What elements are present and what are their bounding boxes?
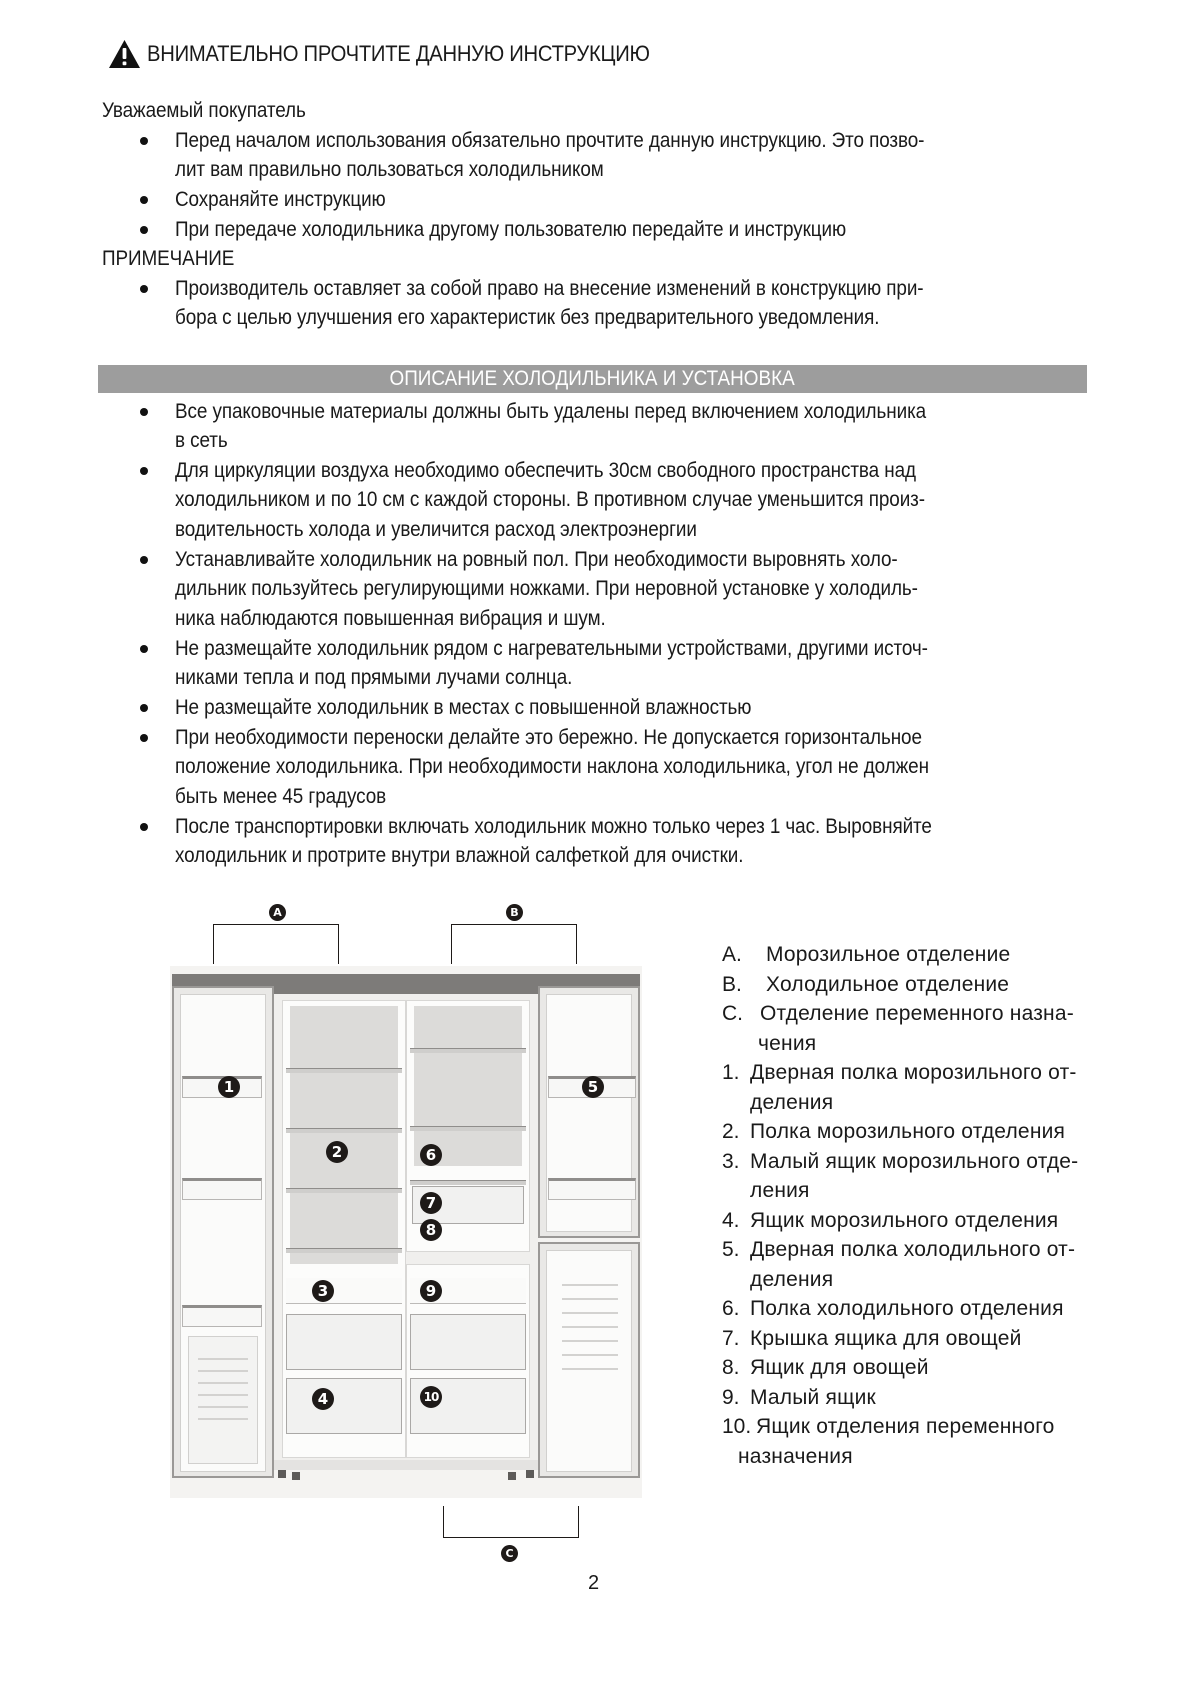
legend-marker: 10. <box>722 1415 752 1438</box>
bullet-marker <box>140 467 148 475</box>
freezer-door-shelf <box>182 1305 262 1327</box>
legend-marker: 7. <box>722 1327 740 1350</box>
callout-8: 8 <box>420 1219 442 1241</box>
warning-triangle-icon <box>108 39 141 69</box>
bullet-marker <box>140 556 148 564</box>
list-item-line: дильник пользуйтесь регулирующими ножками. При неровной установке у холодиль- <box>175 577 918 600</box>
list-item-line: При необходимости переноски делайте это бережно. Не допускается горизонтальное <box>175 726 922 749</box>
freezer-drawer <box>286 1378 402 1434</box>
fridge-door <box>538 986 640 1238</box>
note-heading: ПРИМЕЧАНИЕ <box>102 247 235 270</box>
fridge-image <box>170 966 642 1498</box>
page-number: 2 <box>588 1572 600 1594</box>
freezer-small-drawer <box>286 1278 402 1304</box>
zone-bracket-c <box>443 1506 579 1538</box>
legend-marker: B. <box>722 973 742 996</box>
fridge-shelf <box>410 1126 526 1131</box>
legend-item: Малый ящик морозильного отде- <box>750 1150 1079 1173</box>
legend-item: Полка холодильного отделения <box>750 1297 1064 1320</box>
legend-marker: 8. <box>722 1356 740 1379</box>
list-item-line: положение холодильника. При необходимости наклона холодильника, угол не должен <box>175 755 929 778</box>
list-item-line: Производитель оставляет за собой право на внесение изменений в конструкцию при- <box>175 277 924 300</box>
bullet-marker <box>140 285 148 293</box>
freezer-drawer <box>286 1314 402 1370</box>
legend-item: Ящик для овощей <box>750 1356 929 1379</box>
legend-marker: 2. <box>722 1120 740 1143</box>
legend-item: деления <box>750 1268 834 1291</box>
bullet-marker <box>140 704 148 712</box>
legend-marker: 9. <box>722 1386 740 1409</box>
section-header-bar <box>98 365 1087 393</box>
warning-header <box>108 36 693 72</box>
legend-marker: 6. <box>722 1297 740 1320</box>
legend-item: Дверная полка морозильного от- <box>750 1061 1077 1084</box>
zone-label-b: B <box>506 904 523 921</box>
fridge-door-shelf <box>548 1178 636 1200</box>
freezer-door-shelf <box>182 1178 262 1200</box>
callout-3: 3 <box>312 1280 334 1302</box>
list-item-line: Перед началом использования обязательно прочтите данную инструкцию. Это позво- <box>175 129 925 152</box>
legend-marker: 3. <box>722 1150 740 1173</box>
list-item-line: Не размещайте холодильник рядом с нагревательными устройствами, другими источ- <box>175 637 928 660</box>
fridge-shelf <box>410 1048 526 1053</box>
variable-drawer <box>410 1314 526 1370</box>
bullet-marker <box>140 823 148 831</box>
freezer-shelf <box>286 1128 402 1133</box>
legend-item: Полка морозильного отделения <box>750 1120 1066 1143</box>
variable-compartment-door <box>538 1242 640 1478</box>
list-item-line: Не размещайте холодильник в местах с повышенной влажностью <box>175 696 752 719</box>
bullet-marker <box>140 137 148 145</box>
legend-marker: 1. <box>722 1061 740 1084</box>
list-item-line: Все упаковочные материалы должны быть удалены перед включением холодильника <box>175 400 927 423</box>
list-item-line: Сохраняйте инструкцию <box>175 188 386 211</box>
list-item-line: Устанавливайте холодильник на ровный пол. При необходимости выровнять холо- <box>175 548 898 571</box>
callout-9: 9 <box>420 1280 442 1302</box>
list-item-line: водительность холода и увеличится расход электроэнергии <box>175 518 697 541</box>
freezer-shelf <box>286 1068 402 1073</box>
greeting: Уважаемый покупатель <box>102 99 306 122</box>
freezer-door-panel <box>188 1336 258 1464</box>
legend-item: Дверная полка холодильного от- <box>750 1238 1076 1261</box>
legend-item: Крышка ящика для овощей <box>750 1327 1022 1350</box>
list-item-line: При передаче холодильника другому пользователю передайте и инструкцию <box>175 218 847 241</box>
callout-5: 5 <box>582 1076 604 1098</box>
legend-item: деления <box>750 1091 834 1114</box>
bullet-marker <box>140 226 148 234</box>
bullet-marker <box>140 408 148 416</box>
legend-marker: A. <box>722 943 742 966</box>
list-item-line: бора с целью улучшения его характеристик без предварительного уведомления. <box>175 306 880 329</box>
legend-item: Ящик отделения переменного <box>756 1415 1055 1438</box>
list-item-line: Для циркуляции воздуха необходимо обеспечить 30см свободного пространства над <box>175 459 916 482</box>
zone-label-a: A <box>269 904 286 921</box>
legend-item: ления <box>750 1179 810 1202</box>
legend-item: Отделение переменного назна- <box>760 1002 1074 1025</box>
legend-item: Холодильное отделение <box>766 973 1010 996</box>
bullet-marker <box>140 196 148 204</box>
list-item-line: лит вам правильно пользоваться холодильником <box>175 158 604 181</box>
callout-1: 1 <box>218 1076 240 1098</box>
list-item-line: холодильником и по 10 см с каждой стороны. В противном случае уменьшится произ- <box>175 488 925 511</box>
list-item-line: ника наблюдаются повышенная вибрация и шум. <box>175 607 606 630</box>
callout-10: 10 <box>420 1386 442 1408</box>
freezer-shelf <box>286 1188 402 1193</box>
callout-4: 4 <box>312 1388 334 1410</box>
bullet-marker <box>140 645 148 653</box>
page-title: ВНИМАТЕЛЬНО ПРОЧТИТЕ ДАННУЮ ИНСТРУКЦИЮ <box>147 41 650 66</box>
callout-7: 7 <box>420 1192 442 1214</box>
list-item-line: холодильник и протрите внутри влажной салфеткой для очистки. <box>175 844 744 867</box>
legend-item: Малый ящик <box>750 1386 876 1409</box>
section-title: ОПИСАНИЕ ХОЛОДИЛЬНИКА И УСТАНОВКА <box>389 367 796 390</box>
zone-bracket-b <box>451 924 577 964</box>
crisper-lid <box>410 1180 526 1185</box>
legend-item: Морозильное отделение <box>766 943 1011 966</box>
list-item-line: быть менее 45 градусов <box>175 785 387 808</box>
zone-label-c: C <box>501 1545 518 1562</box>
list-item-line: После транспортировки включать холодильник можно только через 1 час. Выровняйте <box>175 815 932 838</box>
legend-item: чения <box>758 1032 817 1055</box>
list-item-line: никами тепла и под прямыми лучами солнца. <box>175 666 573 689</box>
legend-marker: C. <box>722 1002 743 1025</box>
callout-6: 6 <box>420 1144 442 1166</box>
legend-item: назначения <box>738 1445 853 1468</box>
zone-bracket-a <box>213 924 339 964</box>
list-item-line: в сеть <box>175 429 228 452</box>
legend-marker: 4. <box>722 1209 740 1232</box>
freezer-shelf <box>286 1248 402 1253</box>
legend-marker: 5. <box>722 1238 740 1261</box>
callout-2: 2 <box>326 1141 348 1163</box>
legend-item: Ящик морозильного отделения <box>750 1209 1059 1232</box>
bullet-marker <box>140 734 148 742</box>
